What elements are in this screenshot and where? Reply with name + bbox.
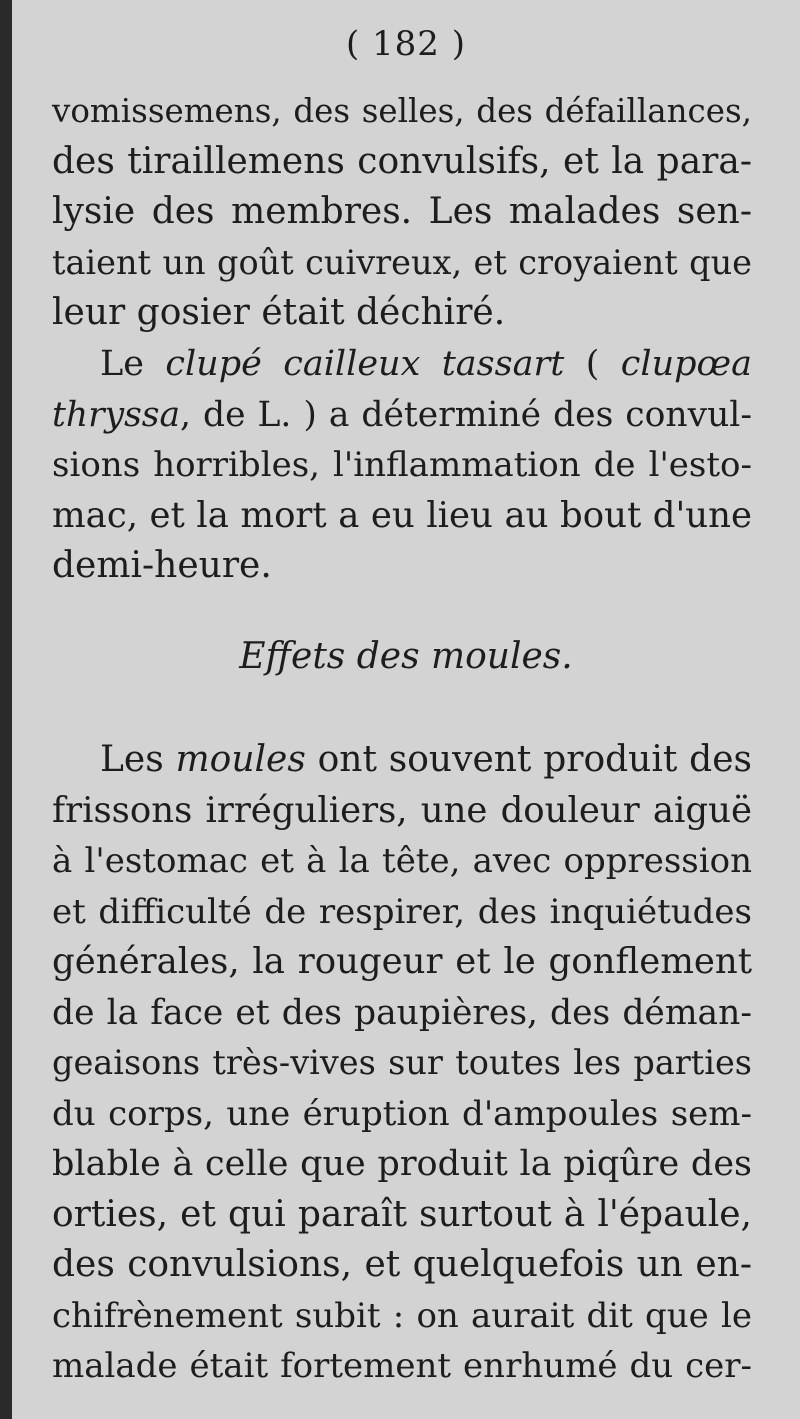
text-line: frissons irréguliers, une douleur aiguë bbox=[52, 789, 752, 831]
text-line: taient un goût cuivreux, et croyaient que bbox=[52, 242, 752, 282]
text-line: générales, la rougeur et le gonflement bbox=[52, 941, 752, 982]
text-line: sions horribles, l'inflammation de l'esto- bbox=[52, 445, 752, 485]
text-line: geaisons très-vives sur toutes les parties bbox=[52, 1043, 752, 1082]
text-run: , de L. ) a déterminé des convul- bbox=[180, 394, 752, 435]
latin-name: clupœa bbox=[620, 344, 752, 384]
text-line bbox=[52, 735, 752, 786]
paragraph-2 bbox=[52, 339, 752, 592]
text-run: Le bbox=[100, 344, 166, 384]
text-line: de la face et des paupières, des déman- bbox=[52, 992, 752, 1033]
text-line: leur gosier était déchiré. bbox=[52, 292, 506, 333]
book-page bbox=[12, 0, 800, 1419]
paragraph-3 bbox=[52, 735, 752, 1392]
text-line: et difficulté de respirer, des inquiétudes bbox=[52, 891, 752, 932]
text-line: lysie des membres. Les malades sen- bbox=[52, 191, 752, 232]
text-line bbox=[52, 390, 752, 441]
paragraph-1 bbox=[52, 86, 752, 339]
text-line: des tiraillemens convulsifs, et la para- bbox=[52, 140, 752, 182]
text-run: ont souvent produit des bbox=[305, 739, 752, 780]
italic-term: moules bbox=[175, 739, 306, 780]
text-line bbox=[52, 339, 752, 390]
species-name: clupé cailleux tassart bbox=[165, 344, 565, 384]
text-line: mac, et la mort a eu lieu au bout d'une bbox=[52, 494, 752, 536]
text-line: demi-heure. bbox=[52, 545, 272, 586]
section-heading: Effets des moules. bbox=[239, 636, 573, 677]
latin-name: thryssa bbox=[52, 394, 181, 435]
text-line: du corps, une éruption d'ampoules sem- bbox=[52, 1093, 752, 1134]
text-run: ( bbox=[564, 344, 621, 384]
text-run: Les bbox=[100, 739, 176, 780]
text-line: blable à celle que produit la piqûre des bbox=[52, 1144, 752, 1184]
text-line: vomissemens, des selles, des défaillances, bbox=[52, 92, 752, 130]
text-line: à l'estomac et à la tête, avec oppression bbox=[52, 841, 752, 881]
text-line: orties, et qui paraît surtout à l'épaule, bbox=[52, 1193, 752, 1235]
page-number: ( 182 ) bbox=[345, 24, 467, 64]
text-line: des convulsions, et quelquefois un en- bbox=[52, 1244, 752, 1285]
text-line: chifrènement subit : on aurait dit que le bbox=[52, 1295, 752, 1336]
text-line: malade était fortement enrhumé du cer- bbox=[52, 1346, 752, 1386]
book-gutter bbox=[0, 0, 12, 1419]
